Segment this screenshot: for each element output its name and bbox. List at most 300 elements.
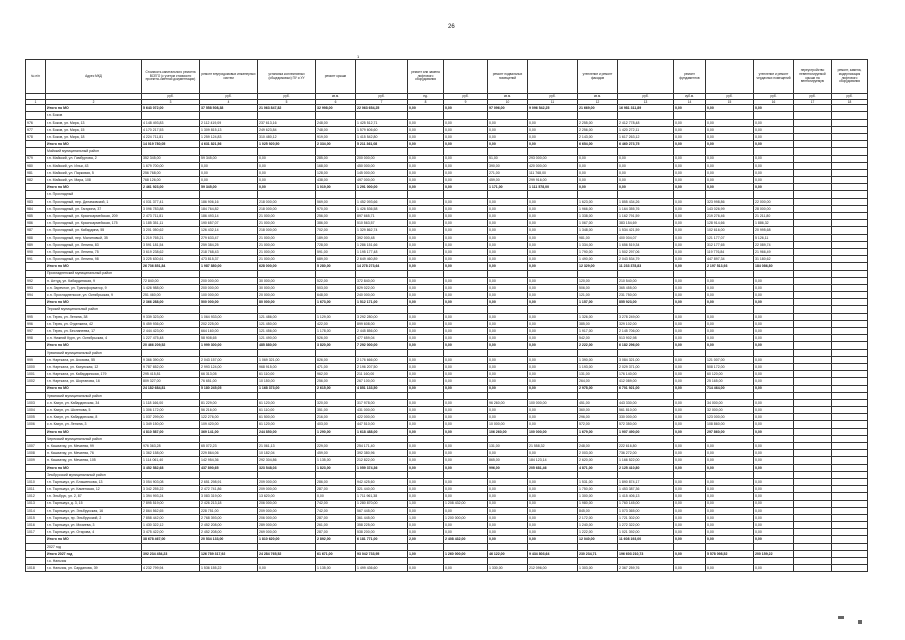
value-cell: 131,00	[488, 443, 528, 450]
value-cell: 1,00	[408, 550, 444, 557]
value-cell	[356, 435, 408, 442]
value-cell: 0,00	[528, 407, 578, 414]
value-cell: 0,00	[754, 155, 794, 162]
value-cell: 200 000,00	[200, 277, 258, 284]
column-number-cell: 14	[674, 99, 706, 105]
value-cell: 0,00	[444, 119, 488, 126]
value-cell: 21 063 847,82	[258, 105, 316, 112]
value-cell: 21 000,00	[258, 248, 316, 255]
value-cell: 0,00	[488, 320, 528, 327]
value-cell: 1 750,00	[578, 486, 618, 493]
value-cell	[794, 184, 832, 191]
table-row	[26, 227, 868, 234]
group-row	[26, 471, 868, 478]
value-cell: 248,00	[578, 443, 618, 450]
row-number-cell	[26, 141, 46, 148]
column-number-cell: 8	[408, 99, 444, 105]
value-cell: 0,00	[488, 385, 528, 392]
row-number-cell	[26, 263, 46, 270]
value-cell	[674, 349, 706, 356]
value-cell	[578, 148, 618, 155]
value-cell: 0,00	[528, 241, 578, 248]
value-cell: 5 578 098,52	[706, 550, 754, 557]
value-cell	[408, 191, 444, 198]
value-cell: 968 915,00	[258, 363, 316, 370]
value-cell: 1 171,00	[488, 184, 528, 191]
group-row	[26, 270, 868, 277]
value-cell	[794, 213, 832, 220]
value-cell: 1 679,00	[578, 428, 618, 435]
column-header: утепление и ремонт фасадов	[578, 60, 618, 94]
value-cell: 1 999 300,00	[200, 342, 258, 349]
value-cell: 497 000,00	[356, 177, 408, 184]
value-cell: 222 616,80	[618, 443, 674, 450]
value-cell: 443 330,00	[618, 399, 674, 406]
value-cell	[142, 191, 200, 198]
value-cell	[200, 471, 258, 478]
value-cell	[444, 349, 488, 356]
value-cell: 0,00	[528, 500, 578, 507]
value-cell: 21 966,49	[754, 248, 794, 255]
value-cell: 422 000,00	[356, 414, 408, 421]
value-cell: 0,00	[674, 457, 706, 464]
value-cell: 0,00	[444, 256, 488, 263]
value-cell: 1 306 172,00	[142, 407, 200, 414]
row-number-cell: 989	[26, 241, 46, 248]
value-cell	[578, 112, 618, 119]
value-cell	[794, 133, 832, 140]
value-cell: 1 334,00	[578, 241, 618, 248]
value-cell: 447 510,00	[356, 421, 408, 428]
row-number-cell	[26, 148, 46, 155]
value-cell: 942 425,60	[356, 478, 408, 485]
value-cell: 2 444 423,00	[142, 328, 200, 335]
total-row	[26, 428, 868, 435]
value-cell: 0,00	[706, 457, 754, 464]
address-cell: г.п. Нарткала, ул. Ахохова, 55	[46, 356, 142, 363]
value-cell: 352 345,00	[142, 155, 200, 162]
value-cell	[832, 486, 868, 493]
value-cell: 0,00	[258, 162, 316, 169]
value-cell: 76 651,00	[200, 378, 258, 385]
value-cell	[832, 378, 868, 385]
table-row	[26, 241, 868, 248]
value-cell: 0,00	[408, 399, 444, 406]
value-cell: 184 123,14	[528, 457, 578, 464]
value-cell: 0,00	[706, 177, 754, 184]
value-cell: 0,00	[754, 284, 794, 291]
value-cell	[794, 486, 832, 493]
value-cell: 0,00	[408, 335, 444, 342]
address-cell: г.п. Тырныауз, ул. Каменская, 12	[46, 486, 142, 493]
value-cell: 93 042 733,95	[356, 550, 408, 557]
address-cell: с.п. Кахун, ул. Кабардинская, 8	[46, 414, 142, 421]
address-cell: г.п. Прохладный, ул. Гагарина, 37	[46, 205, 142, 212]
value-cell: 0,00	[444, 464, 488, 471]
value-cell	[356, 471, 408, 478]
value-cell: 0,00	[674, 500, 706, 507]
value-cell: 736 272,00	[618, 450, 674, 457]
column-number-cell: 2	[46, 99, 142, 105]
value-cell: 0,00	[528, 119, 578, 126]
value-cell: 0,00	[578, 177, 618, 184]
value-cell: 0,00	[706, 155, 754, 162]
value-cell: 0,00	[488, 299, 528, 306]
address-cell: г.п. Боков	[46, 112, 142, 119]
table-row	[26, 162, 868, 169]
value-cell: 981,00	[578, 234, 618, 241]
value-cell: 0,00	[674, 169, 706, 176]
row-number-cell: 1000	[26, 363, 46, 370]
value-cell: 287,00	[316, 529, 356, 536]
value-cell	[794, 112, 832, 119]
row-number-cell	[26, 299, 46, 306]
value-cell: 186 906,16	[200, 198, 258, 205]
row-number-cell	[26, 392, 46, 399]
value-cell: 996,00	[488, 464, 528, 471]
value-cell	[578, 349, 618, 356]
value-cell	[578, 270, 618, 277]
row-number-cell: 1005	[26, 414, 46, 421]
value-cell: 0,00	[528, 292, 578, 299]
value-cell: 510 563,57	[356, 220, 408, 227]
value-cell: 0,00	[528, 378, 578, 385]
value-cell	[794, 205, 832, 212]
value-cell: 0,00	[444, 450, 488, 457]
value-cell	[356, 191, 408, 198]
value-cell: 1 679 700,00	[142, 162, 200, 169]
group-row	[26, 558, 868, 565]
unit-cell: руб.	[618, 94, 674, 100]
value-cell	[200, 558, 258, 565]
value-cell: 30 000,00	[258, 284, 316, 291]
value-cell	[316, 349, 356, 356]
table-row	[26, 522, 868, 529]
value-cell	[832, 450, 868, 457]
value-cell: 0,00	[528, 536, 578, 543]
value-cell	[200, 112, 258, 119]
total-row	[26, 550, 868, 557]
value-cell: 4 224 711,81	[142, 133, 200, 140]
value-cell: 0,00	[754, 443, 794, 450]
address-cell: г.п. Эльбрус, ул. 2, 87	[46, 493, 142, 500]
value-cell	[618, 270, 674, 277]
value-cell: 229,00	[316, 443, 356, 450]
value-cell: 321 440,00	[356, 486, 408, 493]
unit-cell: кв.м.	[316, 94, 356, 100]
value-cell: 0,00	[706, 536, 754, 543]
value-cell: 0,00	[408, 277, 444, 284]
value-cell: 1 617 263,12	[618, 133, 674, 140]
value-cell: 100 000,00	[528, 428, 578, 435]
value-cell: 143 026,99	[706, 205, 754, 212]
value-cell	[832, 507, 868, 514]
value-cell: 1 222,00	[578, 529, 618, 536]
value-cell: 0,00	[444, 313, 488, 320]
value-cell	[832, 335, 868, 342]
value-cell: 0,00	[706, 486, 754, 493]
value-cell	[754, 558, 794, 565]
value-cell: 0,00	[488, 342, 528, 349]
value-cell: 0,00	[754, 457, 794, 464]
row-number-cell: 994	[26, 292, 46, 299]
value-cell	[794, 191, 832, 198]
value-cell: 21 558,32	[528, 443, 578, 450]
row-number-cell: 990	[26, 248, 46, 255]
table-row	[26, 407, 868, 414]
total-row	[26, 536, 868, 543]
value-cell: 1 157,00	[578, 299, 618, 306]
value-cell: 976 363,28	[142, 443, 200, 450]
value-cell: 218 000,00	[258, 227, 316, 234]
value-cell: 289 000,00	[258, 522, 316, 529]
address-cell: г.п. Боков, ул. Мира, 13	[46, 119, 142, 126]
value-cell: 0,00	[408, 263, 444, 270]
value-cell: 0,00	[674, 198, 706, 205]
row-number-cell: 1001	[26, 371, 46, 378]
value-cell: 1,00	[408, 500, 444, 507]
value-cell: 1 067,00	[578, 220, 618, 227]
value-cell	[356, 112, 408, 119]
value-cell: 2 864 562,65	[142, 507, 200, 514]
value-cell	[142, 543, 200, 550]
value-cell: 0,00	[408, 486, 444, 493]
value-cell: 0,00	[488, 486, 528, 493]
value-cell: 0,00	[674, 220, 706, 227]
value-cell: 145 000,00	[356, 169, 408, 176]
value-cell	[528, 392, 578, 399]
value-cell	[794, 256, 832, 263]
value-cell: 0,00	[674, 335, 706, 342]
address-cell: г.п. Прохладный, пер. Динамовский, 1	[46, 198, 142, 205]
value-cell: 0,00	[674, 522, 706, 529]
value-cell: 0,00	[618, 162, 674, 169]
value-cell	[258, 435, 316, 442]
value-cell	[794, 450, 832, 457]
value-cell: 0,00	[444, 277, 488, 284]
value-cell: 2 196 207,50	[356, 363, 408, 370]
value-cell: 0,00	[674, 133, 706, 140]
value-cell: 168,00	[316, 162, 356, 169]
value-cell: 0,00	[408, 126, 444, 133]
value-cell: 0,00	[754, 385, 794, 392]
value-cell: 0,00	[488, 213, 528, 220]
value-cell: 0,00	[674, 443, 706, 450]
value-cell: 122 276,00	[200, 414, 258, 421]
value-cell: 2 176 666,00	[356, 356, 408, 363]
table-row	[26, 313, 868, 320]
address-cell: Итого по МО	[46, 385, 142, 392]
value-cell: 1 390,00	[578, 356, 618, 363]
value-cell	[832, 292, 868, 299]
value-cell	[706, 435, 754, 442]
value-cell: 0,00	[528, 514, 578, 521]
value-cell	[142, 435, 200, 442]
value-cell: 714 464,00	[706, 385, 754, 392]
value-cell	[794, 407, 832, 414]
value-cell: 0,00	[706, 277, 754, 284]
value-cell: 0,00	[754, 493, 794, 500]
value-cell	[832, 155, 868, 162]
value-cell	[408, 435, 444, 442]
value-cell: 513 902,98	[618, 335, 674, 342]
value-cell: 0,00	[674, 399, 706, 406]
value-cell	[754, 191, 794, 198]
value-cell	[794, 320, 832, 327]
column-header	[528, 60, 578, 94]
value-cell: 0,00	[674, 205, 706, 212]
address-cell: Прохладненский муниципальный район	[46, 270, 142, 277]
value-cell: 0,00	[674, 155, 706, 162]
value-cell	[408, 270, 444, 277]
value-cell: 1 531,00	[578, 478, 618, 485]
value-cell: 0,00	[674, 428, 706, 435]
value-cell: 0,00	[618, 155, 674, 162]
value-cell: 0,00	[488, 529, 528, 536]
value-cell	[794, 428, 832, 435]
value-cell: 0,00	[258, 177, 316, 184]
value-cell: 1 219 765,21	[142, 234, 200, 241]
address-cell: п. Кашхатау, ул. Мечиева, 99	[46, 443, 142, 450]
value-cell: 0,00	[674, 550, 706, 557]
value-cell	[832, 306, 868, 313]
value-cell: 97 096,00	[488, 105, 528, 112]
value-cell: 845,00	[578, 507, 618, 514]
group-row	[26, 349, 868, 356]
value-cell: 0,00	[674, 184, 706, 191]
value-cell: 0,00	[754, 529, 794, 536]
value-cell: 293 000,00	[528, 155, 578, 162]
value-cell: 1 394 993,24	[142, 493, 200, 500]
value-cell	[528, 558, 578, 565]
value-cell: 0,00	[488, 220, 528, 227]
value-cell	[316, 558, 356, 565]
value-cell: 0,00	[706, 313, 754, 320]
value-cell: 30 000,00	[258, 277, 316, 284]
value-cell: 111 768,00	[528, 169, 578, 176]
value-cell: 0,00	[258, 565, 316, 572]
value-cell	[754, 112, 794, 119]
value-cell: 5 459 936,00	[142, 320, 200, 327]
value-cell: 65 072,23	[200, 443, 258, 450]
value-cell: 189,00	[316, 234, 356, 241]
value-cell	[674, 435, 706, 442]
value-cell: 102 616,00	[706, 227, 754, 234]
value-cell: 522,00	[316, 277, 356, 284]
value-cell: 1 452 093,66	[356, 198, 408, 205]
value-cell	[794, 550, 832, 557]
value-cell	[832, 464, 868, 471]
value-cell: 279 633,47	[200, 234, 258, 241]
value-cell: 0,00	[444, 227, 488, 234]
value-cell: 572 350,00	[618, 421, 674, 428]
value-cell: 648,00	[316, 292, 356, 299]
value-cell: 0,00	[528, 213, 578, 220]
value-cell: 0,00	[674, 277, 706, 284]
value-cell: 451,00	[578, 399, 618, 406]
address-cell: Итого по МО	[46, 464, 142, 471]
value-cell: 0,00	[258, 155, 316, 162]
value-cell	[706, 148, 754, 155]
address-cell: г.п. Прохладный, ул. Ленина, 98	[46, 256, 142, 263]
value-cell	[832, 421, 868, 428]
value-cell: 317 978,00	[356, 399, 408, 406]
row-number-cell: 1014	[26, 507, 46, 514]
value-cell: 9 787 652,00	[142, 363, 200, 370]
value-cell	[832, 169, 868, 176]
address-cell: Итого по МО	[46, 105, 142, 112]
unit-cell: руб.	[754, 94, 794, 100]
value-cell: 0,00	[528, 227, 578, 234]
value-cell	[794, 220, 832, 227]
value-cell	[794, 241, 832, 248]
value-cell: 0,00	[408, 141, 444, 148]
column-number-cell: 3	[142, 99, 200, 105]
value-cell: 0,00	[444, 356, 488, 363]
value-cell: 2 367 259,76	[618, 565, 674, 572]
value-cell: 1 111 578,00	[528, 184, 578, 191]
value-cell	[444, 558, 488, 565]
value-cell: 1 349 150,00	[142, 421, 200, 428]
value-cell	[674, 112, 706, 119]
value-cell: 0,00	[674, 414, 706, 421]
value-cell: 473 815,37	[200, 256, 258, 263]
value-cell	[832, 313, 868, 320]
value-cell: 210 540,00	[618, 277, 674, 284]
group-row	[26, 112, 868, 119]
value-cell	[674, 191, 706, 198]
value-cell: 1 760 145,00	[618, 500, 674, 507]
address-cell: г.п. Тырныауз, ул. Блашенкова, 13	[46, 478, 142, 485]
value-cell: 1 823,00	[316, 464, 356, 471]
value-cell: 2 003,00	[578, 450, 618, 457]
value-cell: 0,00	[444, 105, 488, 112]
column-header: ремонт подвальных помещений	[488, 60, 528, 94]
value-cell: 2 978,00	[578, 385, 618, 392]
value-cell	[794, 284, 832, 291]
value-cell: 81 229,00	[200, 399, 258, 406]
value-cell: 1 415 406,13	[618, 493, 674, 500]
value-cell: 392 380,96	[356, 450, 408, 457]
value-cell: 4 031 377,41	[142, 198, 200, 205]
value-cell: 200 000,00	[356, 155, 408, 162]
value-cell: 0,00	[408, 464, 444, 471]
value-cell	[316, 471, 356, 478]
unit-cell: руб.	[832, 94, 868, 100]
value-cell: 2 125 410,80	[618, 464, 674, 471]
value-cell: 1 348,00	[578, 227, 618, 234]
table-row	[26, 363, 868, 370]
value-cell: 438,00	[316, 177, 356, 184]
value-cell: 0,00	[674, 227, 706, 234]
address-cell: г.п. Тырныауз, д. 3, 15	[46, 500, 142, 507]
value-cell: 80 000,00	[258, 299, 316, 306]
unit-cell: руб.	[356, 94, 408, 100]
value-cell: 0,00	[408, 205, 444, 212]
column-header: установка коллективных (общедомовых) ПУ и УУ	[258, 60, 316, 94]
value-cell: 0,00	[444, 529, 488, 536]
value-cell: 664 160,00	[200, 328, 258, 335]
value-cell: 0,00	[408, 292, 444, 299]
value-cell: 20 000,00	[258, 292, 316, 299]
value-cell: 0,00	[200, 169, 258, 176]
value-cell	[794, 162, 832, 169]
value-cell	[674, 392, 706, 399]
value-cell: 6 181 771,00	[356, 536, 408, 543]
total-row	[26, 105, 868, 112]
value-cell: 0,00	[528, 220, 578, 227]
value-cell: 970,00	[316, 205, 356, 212]
